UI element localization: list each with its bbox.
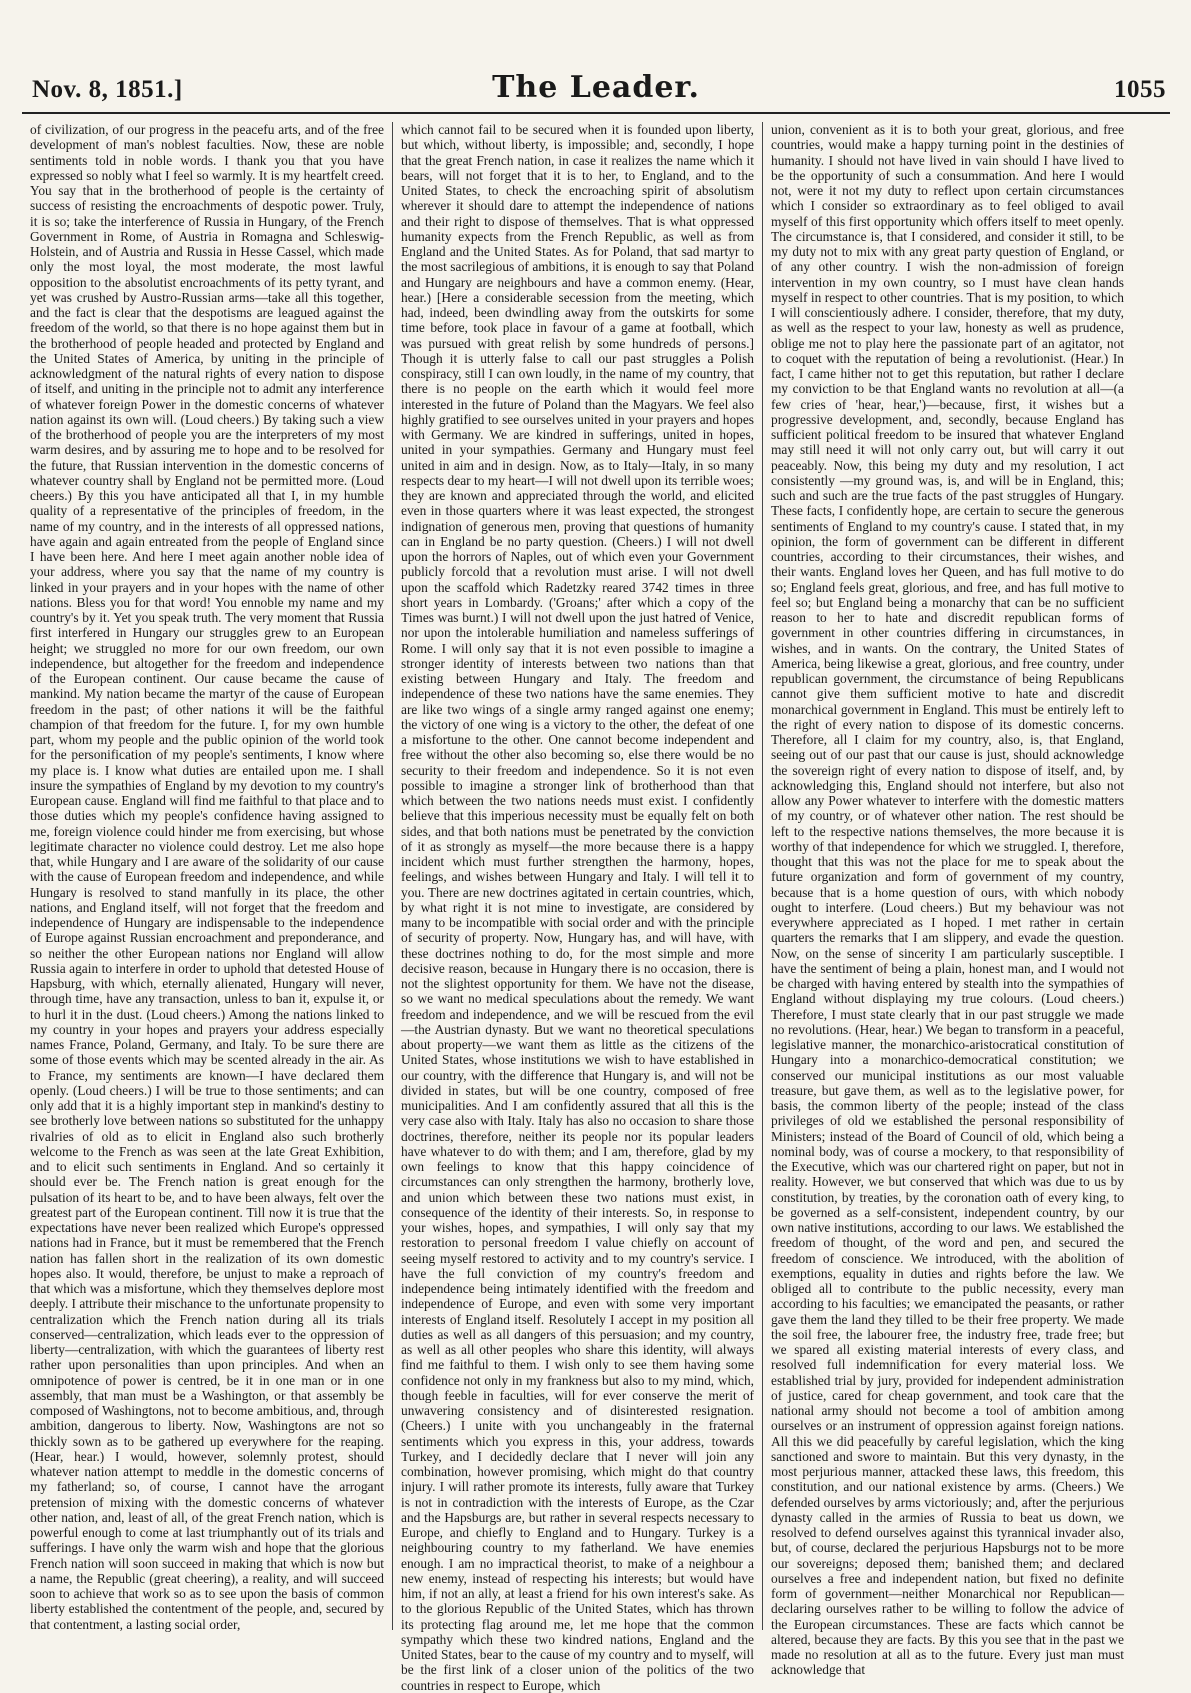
article-columns [22,122,1170,1693]
header-rule [22,112,1170,114]
page-number: 1055 [1114,76,1166,103]
masthead [22,70,1170,114]
column-3-text: union, convenient as it is to both your great, glorious, and free countries, would make a happy turning point in the destinies of humanity. I should not have lived in vain should I have lived to be the opportunity of such a consummation. And here I would not, were it not my duty to reflect upon certain circumstances which I consider so extraordinary as to feel obliged to avail myself of this first opportunity which offers itself to meet openly. The circumstance is, that I considered, and consider it still, to be my duty not to mix with any great party question of England, or of any other country. I wish the non-admission of foreign intervention in my own country, so I must have clean hands myself in respect to other countries. That is my position, to which I will conscientiously adhere. I consider, therefore, that my duty, as well as the respect to your law, honesty as well as prudence, oblige me not to play here the passionate part of an agitator, not to coquet with the reputation of being a revolutionist. (Hear.) In fact, I came hither not to get this reputation, but rather I declare my conviction to be that England wants no revolution at all—(a few cries of 'hear, hear,')—because, first, it wishes but a progressive development, and, secondly, because England has sufficient political freedom to be insured that whatever England may still need it will not only carry out, but will carry it out peaceably. Now, this being my duty and my resolution, I act consistently —my ground was, is, and will be in England, this; such and such are the true facts of the past struggles of Hungary. These facts, I confidently hope, are certain to secure the generous sentiments of England to my country's cause. I stated that, in my opinion, the form of government can be different in different countries, according to their circumstances, their wishes, and their wants. England loves her Queen, and has full motive to do so; England feels great, glorious, and free, and has full motive to feel so; but England being a monarchy that can be no sufficient reason to her to hate and discredit republican forms of government in other countries differing in circumstances, in wishes, and in wants. On the contrary, the United States of America, being likewise a great, glorious, and free country, under republican government, the circumstance of being Republicans cannot give them sufficient motive to hate and discredit monarchical government in England. This must be entirely left to the right of every nation to dispose of its domestic concerns. Therefore, all I claim for my country, also, is, that England, seeing out of our past that our cause is just, should acknowledge the sovereign right of every nation to dispose of itself, and, by acknowledging this, England should not interfere, but also not allow any Power whatever to interfere with the domestic matters of my country, or of whatever other nation. The rest should be left to the respective nations themselves, the more because it is worthy of that independence for which we struggled. I, therefore, thought that this was not the place for me to speak about the future organization and form of government of my country, because that is a home question of ours, with which nobody ought to interfere. (Loud cheers.) But my behaviour was not everywhere appreciated as I hoped. I met rather in certain quarters the remarks that I am slippery, and evade the question. Now, on the sense of sincerity I am particularly susceptible. I have the sentiment of being a plain, honest man, and I would not be charged with having entered by stealth into the sympathies of England without displaying my true colours. (Loud cheers.) Therefore, I must state clearly that in our past struggle we made no revolutions. (Hear, hear.) We began to transform in a peaceful, legislative manner, the monarchico-aristocratical constitution of Hungary into a monarchico-democratical constitution; we conserved our municipal institutions as our most valuable treasure, but gave them, as well as to the legislative power, for basis, the common liberty of the people; instead of the class privileges of old we established the personal responsibility of Ministers; instead of the Board of Council of old, which being a nominal body, was of course a mockery, to that responsibility of the Executive, which was our chartered right on paper, but not in reality. However, we but conserved that which was due to us by constitution, by treaties, by the coronation oath of every king, to be governed as a self-consistent, independent country, by our own native institutions, according to our laws. We established the freedom of thought, of the word and pen, and secured the freedom of conscience. We introduced, with the abolition of exemptions, equality in duties and rights before the law. We obliged all to contribute to the public necessity, every man according to his faculties; we emancipated the peasants, or rather gave them the land they tilled to be their free property. We made the soil free, the labourer free, the industry free, trade free; but we spared all existing material interests of every class, and resolved full indemnification for every material loss. We established trial by jury, provided for independent administration of justice, cared for cheap government, and took care that the national army should not become a tool of ambition among ourselves or an instrument of oppression against foreign nations. All this we did peacefully by careful legislation, which the king sanctioned and swore to maintain. But this very dynasty, in the most perjurious manner, attacked these laws, this freedom, this constitution, and our national existence by arms. (Cheers.) We defended ourselves by arms victoriously; and, after the perjurious dynasty called in the armies of Russia to beat us down, we resolved to defend ourselves against this tyrannical invader also, but, of course, declared the perjurious Hapsburgs not to be more our sovereigns; deposed them; banished them; and declared ourselves a free and independent nation, but fixed no definite form of government—neither Monarchical nor Republican—declaring ourselves rather to be willing to follow the advice of the European circumstances. These are facts which cannot be altered, because they are facts. By this you see that in the past we made no resolution at all as to the future. Every just man must acknowledge that [771,122,1124,1678]
column-2-text: which cannot fail to be secured when it is founded upon liberty, but which, without liberty, is impossible; and, secondly, I hope that the great French nation, in case it realizes the name which it bears, will not forget that it is to her, to England, and to the United States, to check the encroaching spirit of absolutism wherever it should dare to attempt the independence of nations and their right to dispose of themselves. That is what oppressed humanity expects from the French Republic, as well as from England and the United States. As for Poland, that sad martyr to the most sacrilegious of ambitions, it is enough to say that Poland and Hungary are neighbours and have a common enemy. (Hear, hear.) [Here a considerable secession from the meeting, which had, indeed, been dwindling away from the outskirts for some time before, took place in favour of a game at football, which was pursued with great relish by some hundreds of persons.] Though it is utterly false to call our past struggles a Polish conspiracy, still I can own loudly, in the name of my country, that there is no people on the earth which it would feel more interested in the future of Poland than the Magyars. We feel also highly gratified to see ourselves united in your prayers and hopes with Germany. We are kindred in sufferings, united in hopes, united in your sympathies. Germany and Hungary must feel united in aim and in design. Now, as to Italy—Italy, in so many respects dear to my heart—I will not dwell upon its terrible woes; they are known and appreciated through the world, and elicited even in those quarters where it was least expected, the strongest indignation of generous men, proving that questions of humanity can in England be no party question. (Cheers.) I will not dwell upon the horrors of Naples, out of which even your Government publicly forcold that a revolution must arise. I will not dwell upon the scaffold which Radetzky reared 3742 times in three short years in Lombardy. ('Groans;' after which a copy of the Times was burnt.) I will not dwell upon the just hatred of Venice, nor upon the intolerable humiliation and nameless sufferings of Rome. I will only say that it is not even possible to imagine a stronger identity of interests between two nations than that existing between Hungary and Italy. The freedom and independence of these two nations have the same enemies. They are like two wings of a single army ranged against one enemy; the victory of one wing is a victory to the other, the defeat of one a misfortune to the other. One cannot become independent and free without the other also becoming so, else there would be no security to their freedom and independence. So it is not even possible to imagine a stronger link of brotherhood than that which between the two nations needs must exist. I confidently believe that this imperious necessity must be equally felt on both sides, and that both nations must be penetrated by the conviction of it as strongly as myself—the more because there is a happy incident which must further strengthen the harmony, hopes, feelings, and wishes between Hungary and Italy. I will tell it to you. There are new doctrines agitated in certain countries, which, by what right it is not mine to investigate, are considered by many to be incompatible with social order and with the principle of security of property. Now, Hungary has, and will have, with these doctrines nothing to do, for the most simple and more decisive reason, because in Hungary there is no occasion, there is not the slightest opportunity for them. We have not the disease, so we want no medical speculations about the remedy. We want freedom and independence, and we will be rescued from the evil—the Austrian dynasty. But we want no theoretical speculations about property—we want them as little as the citizens of the United States, whose institutions we wish to have established in our country, with the difference that Hungary is, and will not be divided in states, but will be one country, composed of free municipalities. And I am confidently assured that all this is the very case also with Italy. Italy has also no occasion to share those doctrines, therefore, neither its people nor its popular leaders have whatever to do with them; and I am, therefore, glad by my own feelings to know that this happy coincidence of circumstances can only strengthen the harmony, brotherly love, and union which between these two nations must exist, in consequence of the identity of their interests. So, in response to your wishes, hopes, and sympathies, I will only say that my restoration to personal freedom I value chiefly on account of seeing myself restored to activity and to my country's service. I have the full conviction of my country's freedom and independence being intimately identified with the freedom and independence of Europe, and even with some very important interests of England itself. Resolutely I accept in my position all duties as well as all dangers of this persuasion; and my country, as well as all other peoples who share this identity, will always find me faithful to them. I wish only to see them having some confidence not only in my frankness but also to my mind, which, though feeble in faculties, will for ever conserve the merit of unwavering consistency and of disinterested resignation. (Cheers.) I unite with you unchangeably in the fraternal sentiments which you express in this, your address, towards Turkey, and I decidedly declare that I never will join any combination, however promising, which might do that country injury. I will rather promote its interests, fully aware that Turkey is not in contradiction with the interests of Europe, as the Czar and the Hapsburgs are, but rather in several respects necessary to Europe, and chiefly to England and to Hungary. Turkey is a neighbouring country to my fatherland. We have enemies enough. I am no impractical theorist, to make of a neighbour a new enemy, instead of respecting his interests; but would have him, if not an ally, at least a friend for his own interest's sake. As to the glorious Republic of the United States, which has thrown its protecting flag around me, let me hope that the common sympathy which these two kindred nations, England and the United States, bear to the cause of my country and to myself, will be the first link of a closer union of the politics of the two countries in respect to Europe, which [401,122,754,1693]
column-1 [22,122,392,1630]
column-1-text: of civilization, of our progress in the peacefu arts, and of the free development of man's noblest faculties. Now, these are noble sentiments told in noble words. I thank you that you have expressed so nobly what I feel so warmly. It is my heartfelt creed. You say that in the brotherhood of people is the certainty of success of resisting the encroachments of despotic power. Truly, it is so; take the interference of Russia in Hungary, of the French Government in Rome, of Austria in Romagna and Schleswig-Holstein, and of Austria and Russia in Hesse Cassel, which made only the most loyal, the most moderate, the most lawful opposition to the absolutist encroachments of its petty tyrant, and yet was crushed by Austro-Russian arms—take all this together, and the fact is clear that the despotisms are leagued against the freedom of the world, so that there is no hope against them but in the brotherhood of people headed and protected by England and the United States of America, by uniting in the principle of acknowledgment of the natural rights of every nation to dispose of itself, and uniting in the principle not to admit any interference of whatever foreign Power in the domestic concerns of whatever nation against its own will. (Loud cheers.) By taking such a view of the brotherhood of people you are the interpreters of my most warm desires, and by assuring me to hope and to be resolved for the future, that Russian intervention in the domestic concerns of whatever country shall by England not be permitted more. (Loud cheers.) By this you have anticipated all that I, in my humble quality of a representative of the principles of freedom, in the name of my country, and in the interests of all oppressed nations, have again and again entreated from the people of England since I have been here. And here I meet again another noble idea of your address, where you say that the name of my country is linked in your prayers and in your hopes with the name of other nations. Bless you for that word! You ennoble my name and my country's by it. Yet you speak truth. The very moment that Russia first interfered in Hungary our struggles grew to an European height; we struggled no more for our own freedom, our own independence, but altogether for the freedom and independence of the European continent. Our cause became the cause of mankind. My nation became the martyr of the cause of European freedom in the past; of other nations it will be the faithful champion of that freedom for the future. I, for my own humble part, whom my people and the public opinion of the world took for the personification of my people's sentiments, I know where my place is. I know what duties are entailed upon me. I shall insure the sympathies of England by my devotion to my country's European cause. England will find me faithful to that place and to those duties which my people's confidence having assigned to me, foreign violence could hinder me from exercising, but whose legitimate character no violence could destroy. Let me also hope that, while Hungary and I are aware of the solidarity of our cause with the cause of European freedom and independence, and while Hungary is resolved to stand manfully in its place, the other nations, and England itself, will not forget that the freedom and independence of Hungary are indispensable to the independence of Europe against Russian encroachment and preponderance, and so neither the other European nations nor England will allow Russia again to interfere in order to uphold that detested House of Hapsburg, with which, eternally alienated, Hungary will never, through time, have any transaction, unless to ban it, expulse it, or to hurl it in the dust. (Loud cheers.) Among the nations linked to my country in your hopes and prayers your address especially names France, Poland, Germany, and Italy. To be sure there are some of those events which may be scented already in the air. As to France, my sentiments are known—I have declared them openly. (Loud cheers.) I will be true to those sentiments; and can only add that it is a highly important step in mankind's destiny to see brotherly love between nations so substituted for the unhappy rivalries of old as to elicit in England also such brotherly welcome to the French as was seen at the late Great Exhibition, and to elicit such sentiments in England. And so certainly it should ever be. The French nation is great enough for the pulsation of its heart to be, and to have been always, felt over the greatest part of the European continent. Till now it is true that the expectations have never been realized which Europe's oppressed nations had in France, but it must be remembered that the French nation has fallen short in the realization of its own domestic hopes also. It would, therefore, be unjust to make a reproach of that which was a misfortune, which they themselves deplore most deeply. I attribute their mischance to the unfortunate propensity to centralization which the French nation during all its trials conserved—centralization, which leads ever to the oppression of liberty—centralization, with which the guarantees of liberty rest rather upon personalities than upon principles. And when an omnipotence of power is centred, be it in one man or in one assembly, that man must be a Washington, or that assembly be composed of Washingtons, not to become ambitious, and, through ambition, dangerous to liberty. Now, Washingtons are not so thickly sown as to be gathered up everywhere for the reaping. (Hear, hear.) I would, however, solemnly protest, should whatever nation attempt to meddle in the domestic concerns of my fatherland; so, of course, I cannot have the arrogant pretension of mixing with the domestic concerns of whatever other nation, and, least of all, of the great French nation, which is powerful enough to come at last triumphantly out of its trials and sufferings. I have only the warm wish and hope that the glorious French nation will soon succeed in making that which is now but a name, the Republic (great cheering), a reality, and will succeed soon to achieve that work so as to see upon the basis of common liberty established the contentment of the people, and, secured by that contentment, a lasting social order, [30,122,384,1632]
newspaper-title: The Leader. [492,70,700,105]
column-2 [392,122,762,1693]
issue-date: Nov. 8, 1851.] [32,76,183,103]
column-3 [762,122,1132,1678]
